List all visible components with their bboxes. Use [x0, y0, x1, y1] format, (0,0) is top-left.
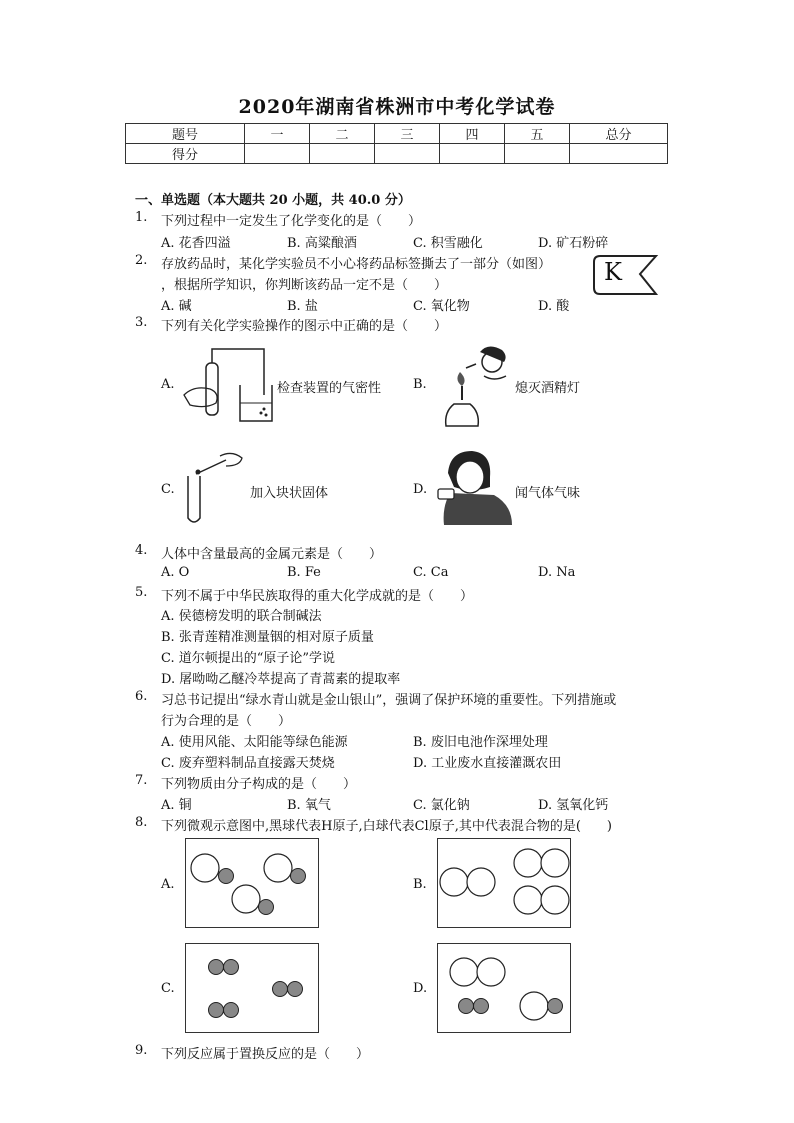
question-stem: 下列过程中一定发生了化学变化的是（ ）	[161, 214, 422, 229]
option-c-letter[interactable]: C.	[161, 482, 175, 497]
question-stem: 下列反应属于置换反应的是（ ）	[161, 1047, 370, 1062]
score-input-cell[interactable]	[310, 144, 375, 164]
molecule-diagram-c	[185, 943, 319, 1033]
score-table	[125, 123, 668, 164]
question-stem: 下列有关化学实验操作的图示中正确的是（ ）	[161, 319, 448, 334]
question-number: 3.	[135, 315, 148, 330]
option-d-letter[interactable]: D.	[413, 981, 428, 996]
molecule-diagram-d	[437, 943, 571, 1033]
option-c-letter[interactable]: C.	[161, 981, 175, 996]
page-title: 2020年湖南省株洲市中考化学试卷	[238, 96, 556, 118]
option-b[interactable]: B. 氧气	[287, 798, 331, 813]
option-b[interactable]: B. Fe	[287, 565, 321, 580]
option-d[interactable]: D. 氢氧化钙	[538, 798, 609, 813]
option-c[interactable]: C. 道尔顿提出的“原子论”学说	[161, 651, 336, 666]
question-number: 7.	[135, 773, 148, 788]
option-c[interactable]: C. 氯化钠	[413, 798, 470, 813]
option-c[interactable]: C. 废弃塑料制品直接露天焚烧	[161, 756, 335, 771]
table-cell: 二	[310, 124, 375, 144]
option-a[interactable]: A. 侯德榜发明的联合制碱法	[161, 609, 322, 624]
option-b-letter[interactable]: B.	[413, 377, 427, 392]
question-number: 4.	[135, 543, 148, 558]
question-number: 5.	[135, 585, 148, 600]
option-d[interactable]: D. 屠呦呦乙醚冷萃提高了青蒿素的提取率	[161, 672, 401, 687]
molecule-diagram-b	[437, 838, 571, 928]
question-number: 2.	[135, 253, 148, 268]
molecule-diagram-a	[185, 838, 319, 928]
option-b-letter[interactable]: B.	[413, 877, 427, 892]
section-heading: 一、单选题（本大题共 20 小题，共 40.0 分）	[135, 193, 411, 208]
table-cell: 得分	[126, 144, 245, 164]
question-number: 6.	[135, 689, 148, 704]
airtight-check-illustration	[180, 345, 275, 425]
option-c[interactable]: C. Ca	[413, 565, 449, 580]
add-solid-illustration	[180, 450, 250, 528]
score-table-score-row	[126, 144, 668, 164]
option-a-caption: 检查装置的气密性	[277, 381, 382, 396]
question-number: 8.	[135, 815, 148, 830]
option-b[interactable]: B. 张青莲精准测量铟的相对原子质量	[161, 630, 374, 645]
table-cell: 三	[375, 124, 440, 144]
question-number: 1.	[135, 210, 148, 225]
score-input-cell[interactable]	[375, 144, 440, 164]
blow-out-lamp-illustration	[432, 342, 517, 432]
score-input-cell[interactable]	[505, 144, 570, 164]
question-stem: 下列微观示意图中,黑球代表H原子,白球代表Cl原子,其中代表混合物的是( )	[161, 819, 612, 834]
option-b[interactable]: B. 废旧电池作深埋处理	[413, 735, 548, 750]
option-d[interactable]: D. Na	[538, 565, 576, 580]
table-cell: 四	[440, 124, 505, 144]
option-d[interactable]: D. 工业废水直接灌溉农田	[413, 756, 562, 771]
question-stem: 下列不属于中华民族取得的重大化学成就的是（ ）	[161, 589, 474, 604]
option-a-letter[interactable]: A.	[161, 377, 175, 392]
option-d-letter[interactable]: D.	[413, 482, 428, 497]
question-stem: 人体中含量最高的金属元素是（ ）	[161, 547, 383, 562]
table-cell: 题号	[126, 124, 245, 144]
question-number: 9.	[135, 1043, 148, 1058]
score-input-cell[interactable]	[570, 144, 668, 164]
option-b[interactable]: B. 盐	[287, 299, 318, 314]
option-d[interactable]: D. 酸	[538, 299, 570, 314]
option-c[interactable]: C. 氧化物	[413, 299, 470, 314]
option-b-caption: 熄灭酒精灯	[515, 381, 581, 396]
option-d-caption: 闻气体气味	[515, 486, 581, 501]
table-cell: 五	[505, 124, 570, 144]
option-a[interactable]: A. 花香四溢	[161, 236, 231, 251]
option-a[interactable]: A. 铜	[161, 798, 192, 813]
score-input-cell[interactable]	[440, 144, 505, 164]
table-cell: 一	[245, 124, 310, 144]
question-stem-continued: ，根据所学知识，你判断该药品一定不是（ ）	[161, 278, 448, 293]
question-stem-continued: 行为合理的是（ ）	[161, 714, 292, 729]
question-stem: 习总书记提出“绿水青山就是金山银山”，强调了保护环境的重要性。下列措施或	[161, 693, 617, 708]
table-cell: 总分	[570, 124, 668, 144]
option-c[interactable]: C. 积雪融化	[413, 236, 483, 251]
torn-label-figure	[590, 252, 662, 300]
option-a[interactable]: A. 使用风能、太阳能等绿色能源	[161, 735, 348, 750]
option-c-caption: 加入块状固体	[250, 486, 329, 501]
question-stem: 存放药品时，某化学实验员不小心将药品标签撕去了一部分（如图）	[161, 257, 552, 272]
option-b[interactable]: B. 高粱酿酒	[287, 236, 357, 251]
score-input-cell[interactable]	[245, 144, 310, 164]
option-a[interactable]: A. O	[161, 565, 190, 580]
question-stem: 下列物质由分子构成的是（ ）	[161, 777, 357, 792]
option-a[interactable]: A. 碱	[161, 299, 192, 314]
smell-gas-illustration	[432, 447, 514, 529]
option-d[interactable]: D. 矿石粉碎	[538, 236, 609, 251]
score-table-header-row	[126, 124, 668, 144]
torn-label-text: K	[604, 258, 622, 286]
option-a-letter[interactable]: A.	[161, 877, 175, 892]
